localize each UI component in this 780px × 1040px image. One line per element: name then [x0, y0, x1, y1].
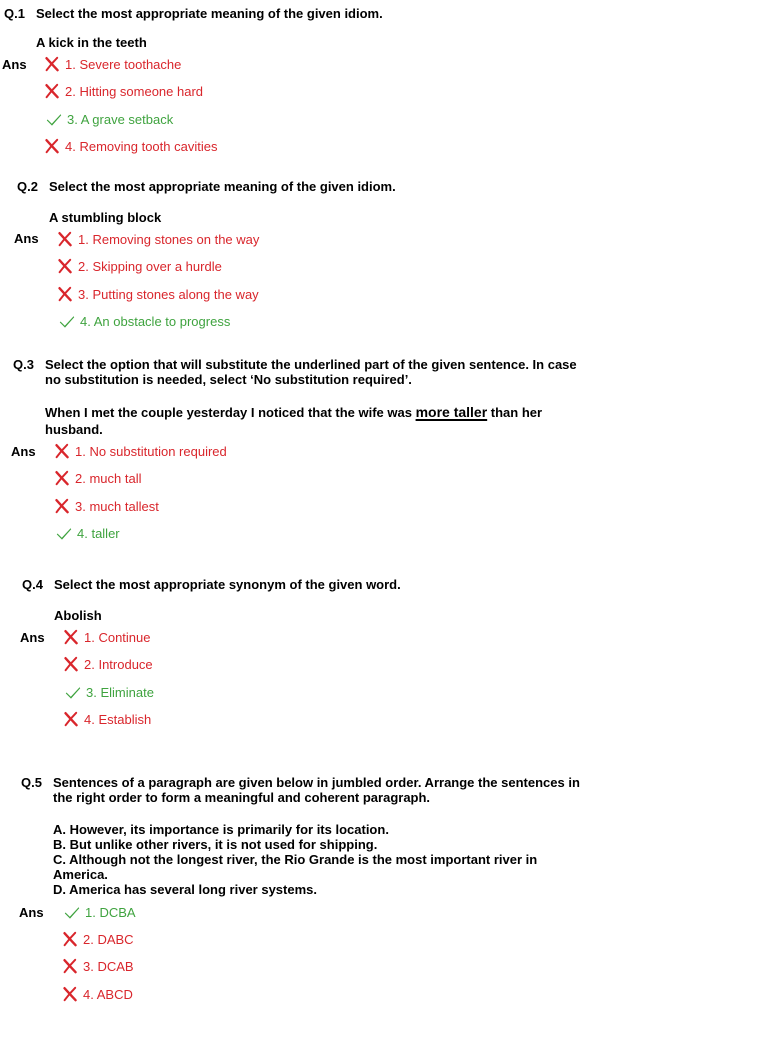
cross-icon — [57, 258, 73, 274]
sentence-c: C. Although not the longest river, the Rio Grande is the most important river in — [53, 852, 538, 867]
option-label: 1. Severe toothache — [65, 57, 182, 72]
option-label: 2. Introduce — [84, 657, 153, 672]
cross-icon — [54, 498, 70, 514]
sentence-a: A. However, its importance is primarily for its location. — [53, 822, 389, 837]
answer-label: Ans — [14, 231, 39, 246]
cross-icon — [57, 231, 73, 247]
cross-icon — [62, 931, 78, 947]
cross-icon — [62, 986, 78, 1002]
sentence-c-continued: America. — [53, 867, 108, 882]
option-3 — [65, 684, 154, 701]
option-label: 1. DCBA — [85, 905, 136, 920]
option-4 — [56, 525, 120, 542]
question-stem: A stumbling block — [49, 210, 162, 225]
cross-icon — [62, 958, 78, 974]
option-2 — [63, 656, 153, 673]
question-text — [45, 357, 625, 387]
option-label: 2. Hitting someone hard — [65, 84, 204, 99]
cross-icon — [63, 656, 79, 672]
question-number: Q.2 — [17, 179, 38, 194]
stem-after: than her — [487, 405, 543, 420]
option-2 — [44, 83, 203, 100]
cross-icon — [54, 470, 70, 486]
option-label: 4. taller — [77, 526, 120, 541]
question-text-line-1: Sentences of a paragraph are given below in jumbled order. Arrange the sentences in — [53, 775, 580, 790]
option-4 — [44, 138, 217, 155]
cross-icon — [44, 83, 60, 99]
option-2 — [54, 470, 141, 487]
question-text: Select the most appropriate synonym of the given word. — [54, 577, 401, 592]
question-number: Q.5 — [21, 775, 42, 790]
option-label: 3. DCAB — [83, 959, 134, 974]
check-icon — [64, 904, 80, 920]
question-text — [53, 775, 633, 805]
check-icon — [46, 111, 62, 127]
option-4 — [59, 313, 230, 330]
option-3 — [62, 958, 134, 975]
question-stem: A kick in the teeth — [36, 35, 147, 50]
question-text-line-2: no substitution is needed, select ‘No substitution required’. — [45, 372, 412, 387]
cross-icon — [54, 443, 70, 459]
option-2 — [57, 258, 222, 275]
answer-label: Ans — [19, 905, 44, 920]
option-label: 2. much tall — [75, 471, 142, 486]
option-label: 3. Eliminate — [86, 685, 154, 700]
check-icon — [65, 684, 81, 700]
option-3 — [54, 498, 159, 515]
option-1 — [57, 231, 259, 248]
option-label: 4. ABCD — [83, 987, 133, 1002]
stem-before: When I met the couple yesterday I noticed that the wife was — [45, 405, 416, 420]
option-label: 3. much tallest — [75, 499, 159, 514]
question-text-line-1: Select the option that will substitute the underlined part of the given sentence. In case — [45, 357, 577, 372]
question-text: Select the most appropriate meaning of the given idiom. — [49, 179, 396, 194]
question-text-line-2: the right order to form a meaningful and coherent paragraph. — [53, 790, 431, 805]
answer-label: Ans — [11, 444, 36, 459]
sentence-b: B. But unlike other rivers, it is not used for shipping. — [53, 837, 378, 852]
option-1 — [63, 629, 151, 646]
check-icon — [59, 313, 75, 329]
option-label: 4. An obstacle to progress — [80, 314, 231, 329]
underlined-part: more taller — [415, 404, 488, 420]
sentence-d: D. America has several long river systems. — [53, 882, 317, 897]
option-4 — [63, 711, 151, 728]
option-label: 4. Removing tooth cavities — [65, 139, 218, 154]
stem-line-2: husband. — [45, 422, 103, 437]
option-1 — [54, 443, 227, 460]
cross-icon — [63, 711, 79, 727]
cross-icon — [63, 629, 79, 645]
answer-label: Ans — [2, 57, 27, 72]
question-number: Q.4 — [22, 577, 43, 592]
option-3 — [46, 111, 173, 128]
option-label: 4. Establish — [84, 712, 152, 727]
question-number: Q.3 — [13, 357, 34, 372]
jumbled-sentences — [53, 822, 633, 897]
option-2 — [62, 931, 134, 948]
question-text: Select the most appropriate meaning of the given idiom. — [36, 6, 383, 21]
question-stem — [45, 405, 625, 437]
cross-icon — [44, 138, 60, 154]
option-1 — [44, 56, 181, 73]
option-label: 3. A grave setback — [67, 112, 174, 127]
option-1 — [64, 904, 136, 921]
answer-label: Ans — [20, 630, 45, 645]
option-4 — [62, 986, 133, 1003]
option-label: 1. Removing stones on the way — [78, 232, 260, 247]
option-label: 3. Putting stones along the way — [78, 287, 259, 302]
option-label: 1. Continue — [84, 630, 151, 645]
question-number: Q.1 — [4, 6, 25, 21]
check-icon — [56, 525, 72, 541]
option-label: 1. No substitution required — [75, 444, 227, 459]
cross-icon — [44, 56, 60, 72]
option-3 — [57, 286, 259, 303]
option-label: 2. DABC — [83, 932, 134, 947]
option-label: 2. Skipping over a hurdle — [78, 259, 222, 274]
question-stem: Abolish — [54, 608, 102, 623]
stem-line-1 — [45, 405, 625, 420]
cross-icon — [57, 286, 73, 302]
